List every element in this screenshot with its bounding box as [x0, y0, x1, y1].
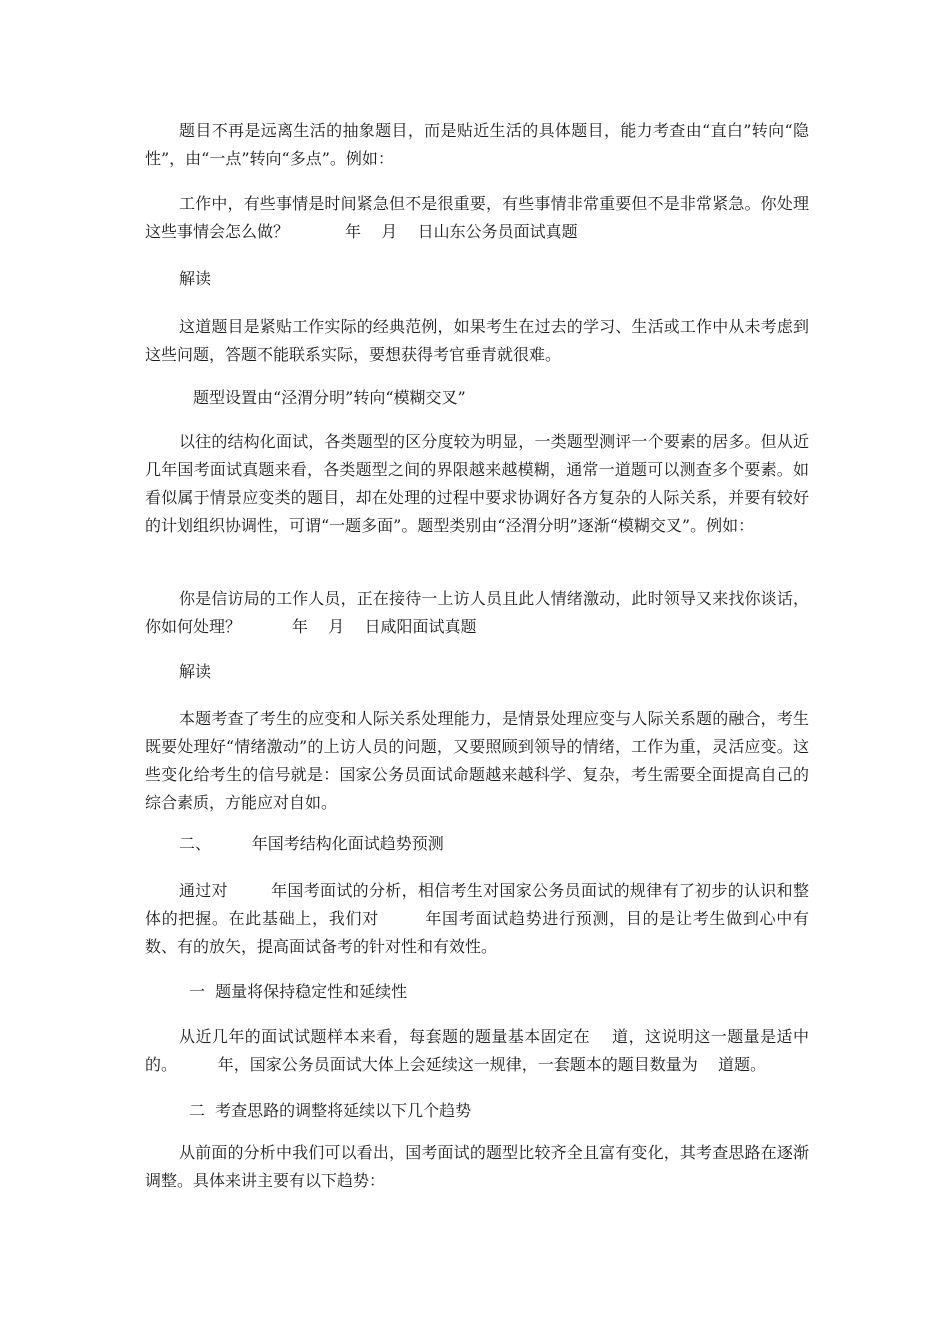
paragraph-intro: 题目不再是远离生活的抽象题目，而是贴近生活的具体题目，能力考查由“直白”转向“隐性”，由“一点”转向“多点”。例如： [145, 121, 809, 168]
paragraph-interpretation-2: 本题考查了考生的应变和人际关系处理能力，是情景处理应变与人际关系题的融合，考生既要处理好“情绪激动”的上访人员的问题，又要照顾到领导的情绪，工作为重，灵活应变。这些变化给考生的信号就是：国家公务员面试命题越来越科学、复杂，考生需要全面提高自己的综合素质，方能应对自如。 [145, 709, 809, 812]
paragraph-example-question-2: 你是信访局的工作人员，正在接待一上访人员且此人情绪激动，此时领导又来找你谈话，你如何处理？ 年 月 日咸阳面试真题 [145, 589, 809, 636]
paragraph-trends: 从前面的分析中我们可以看出，国考面试的题型比较齐全且富有变化，其考查思路在逐渐调整。具体来讲主要有以下趋势： [145, 1143, 809, 1190]
paragraph-question-count: 从近几年的面试试题样本来看，每套题的题量基本固定在 道，这说明这一题量是适中的。 年，国家公务员面试大体上会延续这一规律，一套题本的题目数量为 道题。 [145, 1027, 809, 1074]
paragraph-interpretation-label-2: 解读 [179, 662, 212, 681]
section-heading-forecast: 二、 年国考结构化面试趋势预测 [179, 834, 444, 853]
paragraph-forecast-intro: 通过对 年国考面试的分析，相信考生对国家公务员面试的规律有了初步的认识和整体的把握。在此基础上，我们对 年国考面试趋势进行预测，目的是让考生做到心中有数、有的放矢，提高面试备考的针对性和有效性。 [145, 881, 809, 956]
paragraph-interpretation: 这道题目是紧贴工作实际的经典范例，如果考生在过去的学习、生活或工作中从未考虑到这些问题，答题不能联系实际，要想获得考官垂青就很难。 [145, 317, 809, 364]
paragraph-structured-interview: 以往的结构化面试，各类题型的区分度较为明显，一类题型测评一个要素的居多。但从近几年国考面试真题来看，各类题型之间的界限越来越模糊，通常一道题可以测查多个要素。如看似属于情景应变类的题目，却在处理的过程中要求协调好各方复杂的人际关系，并要有较好的计划组织协调性，可谓“一题多面”。题型类别由“泾渭分明”逐渐“模糊交叉”。例如： [145, 432, 809, 535]
subheading-thinking-trends: 二 考查思路的调整将延续以下几个趋势 [189, 1101, 472, 1120]
section-heading-question-type: 题型设置由“泾渭分明”转向“模糊交叉” [193, 388, 466, 407]
paragraph-example-question: 工作中，有些事情是时间紧急但不是很重要，有些事情非常重要但不是非常紧急。你处理这些事情会怎么做？ 年 月 日山东公务员面试真题 [145, 194, 809, 241]
paragraph-interpretation-label: 解读 [179, 269, 212, 288]
subheading-question-count: 一 题量将保持稳定性和延续性 [189, 982, 408, 1001]
